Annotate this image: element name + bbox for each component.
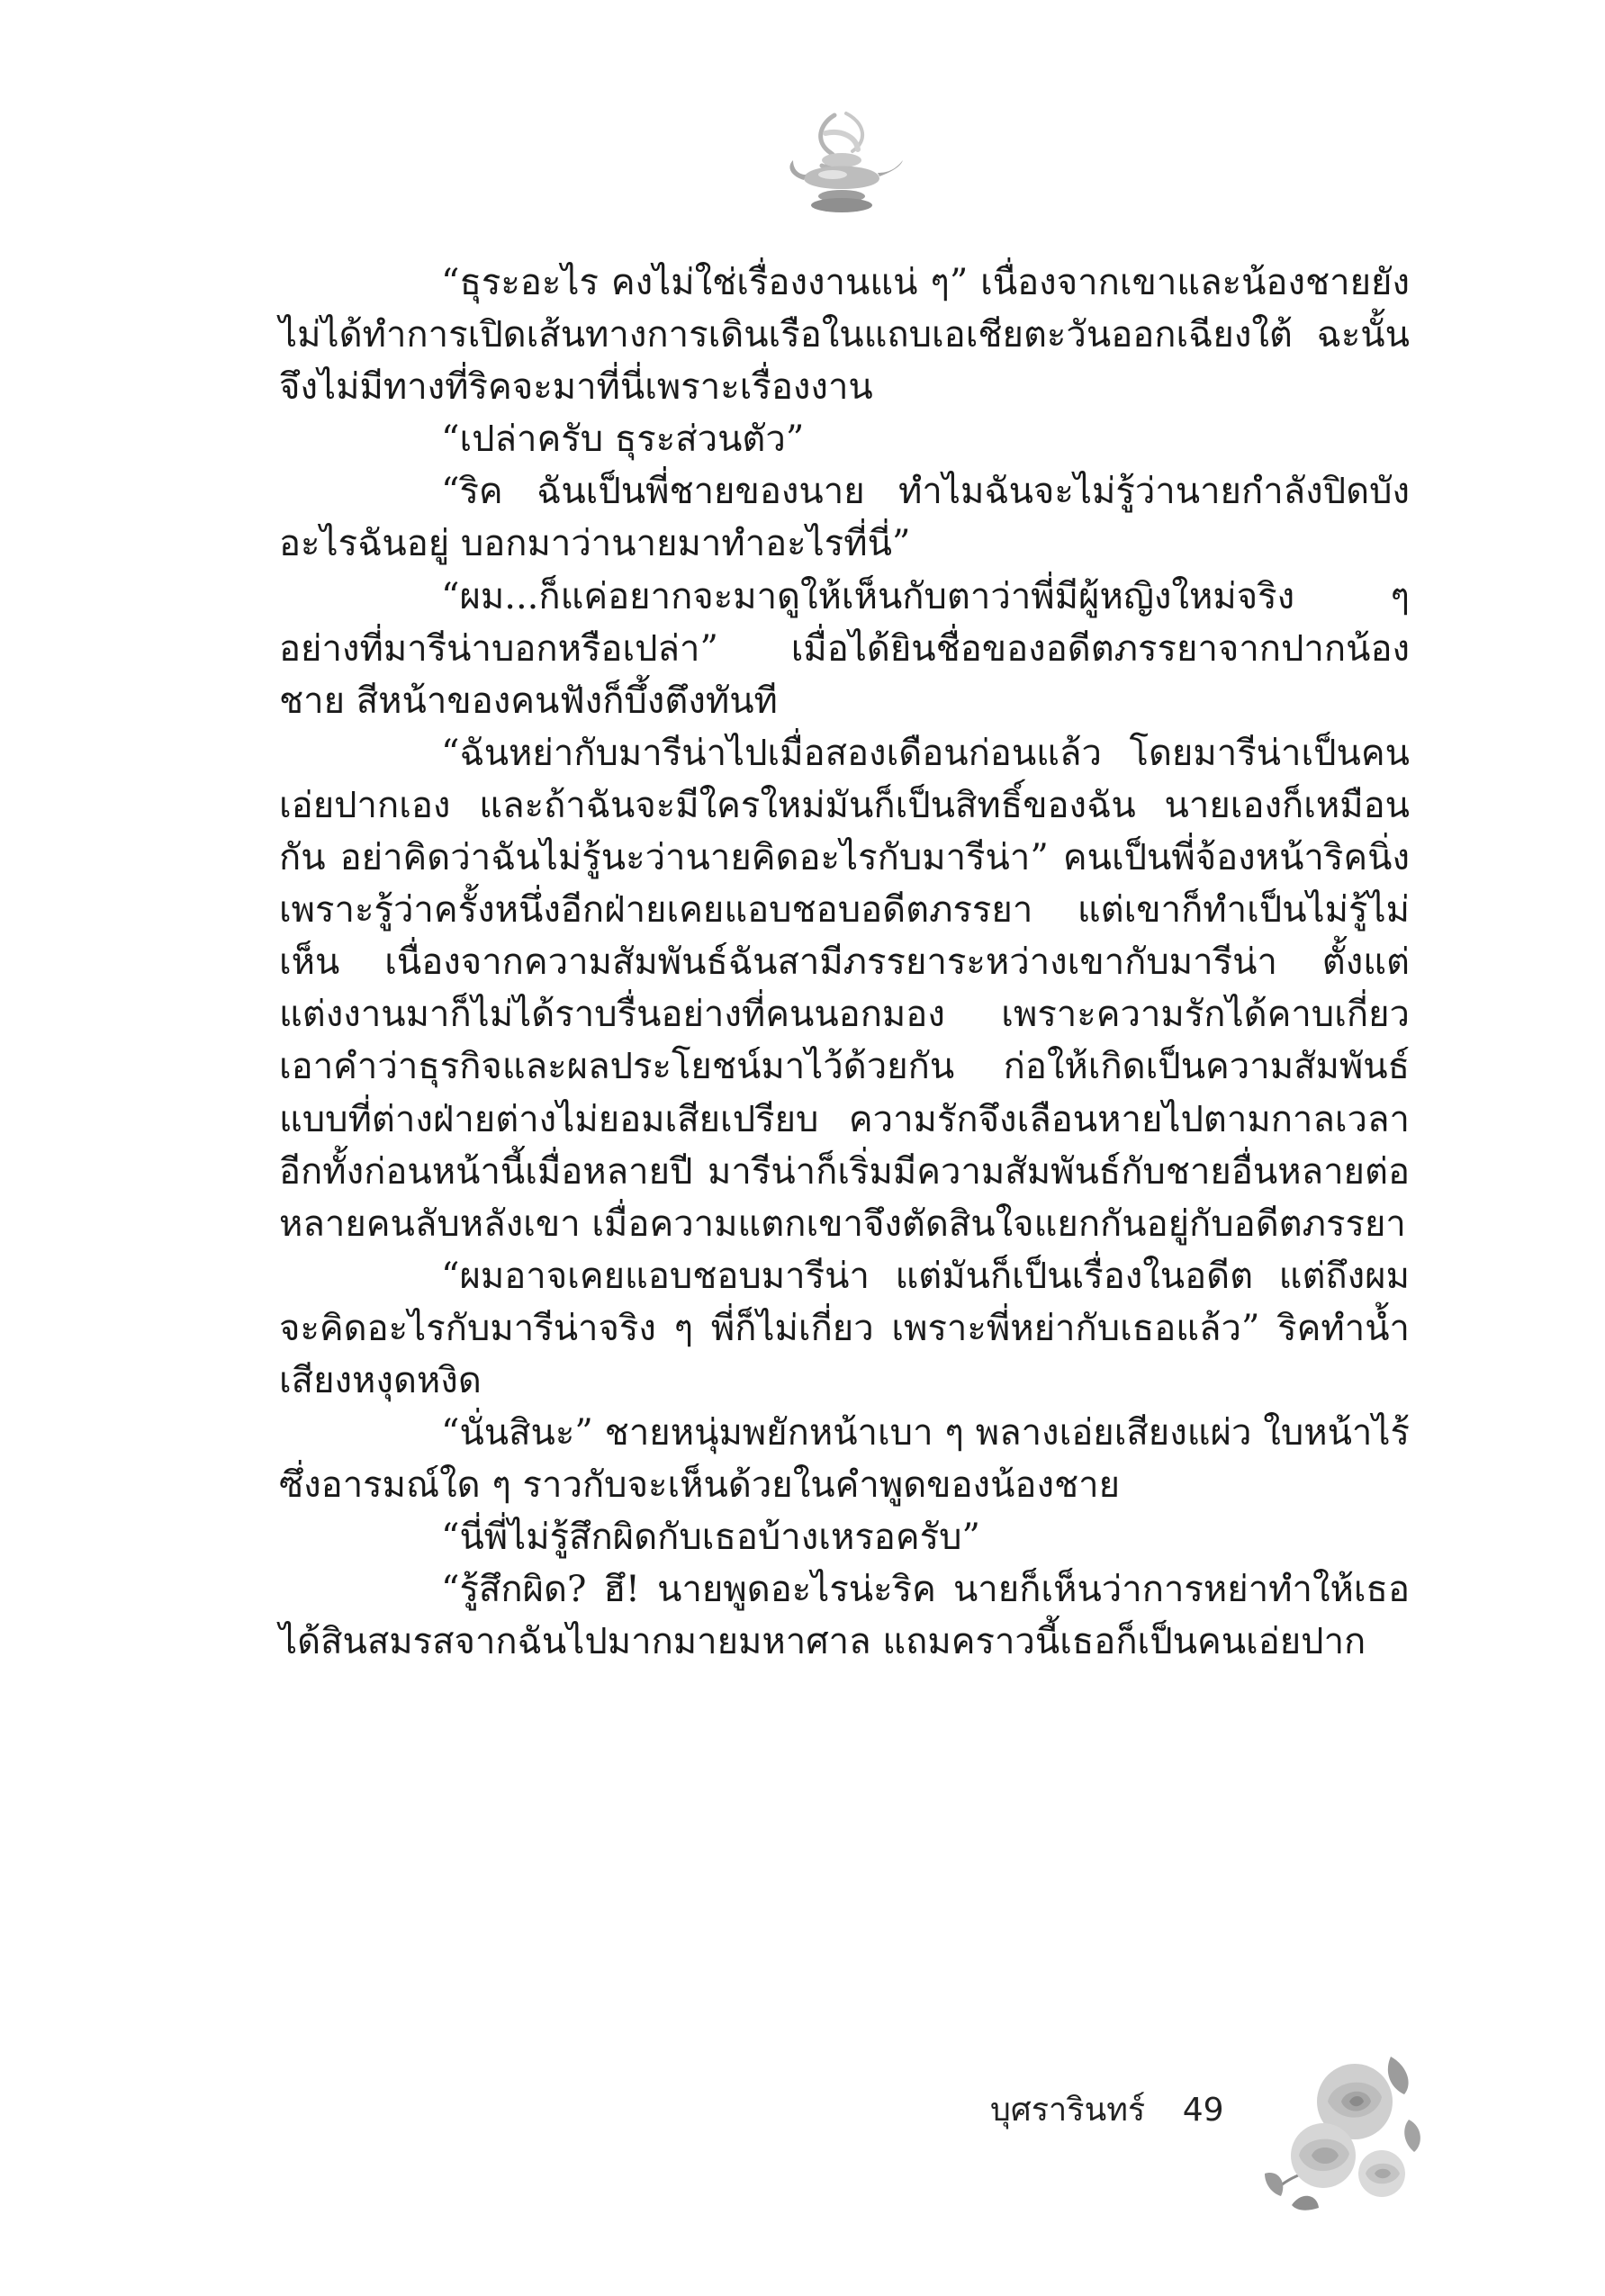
rose-ornament bbox=[1256, 2039, 1427, 2219]
paragraph: “นี่พี่ไม่รู้สึกผิดกับเธอบ้างเหรอครับ” bbox=[441, 1517, 980, 1559]
magic-lamp-ornament bbox=[779, 106, 905, 223]
page-footer bbox=[990, 2084, 1224, 2135]
paragraph: “เปล่าครับ ธุระส่วนตัว” bbox=[441, 419, 805, 461]
paragraph: “รู้สึกผิด? ฮึ! นายพูดอะไรน่ะริค นายก็เห็นว่าการหย่าทำให้เธอได้สินสมรสจากฉันไปมากมายมหาศาล แถมคราวนี้เธอก็เป็นคนเอ่ยปาก bbox=[279, 1569, 1410, 1663]
paragraph: “ริค ฉันเป็นพี่ชายของนาย ทำไมฉันจะไม่รู้ว่านายกำลังปิดบังอะไรฉันอยู่ บอกมาว่านายมาทำอะไรที่นี่” bbox=[279, 471, 1410, 565]
page-number: 49 bbox=[1182, 2092, 1224, 2129]
paragraph: “ผมอาจเคยแอบชอบมารีน่า แต่มันก็เป็นเรื่องในอดีต แต่ถึงผมจะคิดอะไรกับมารีน่าจริง ๆ พี่ก็ไม่เกี่ยว เพราะพี่หย่ากับเธอแล้ว” ริคทำน้ำเสียงหงุดหงิด bbox=[279, 1255, 1410, 1401]
paragraph: “ฉันหย่ากับมารีน่าไปเมื่อสองเดือนก่อนแล้ว โดยมารีน่าเป็นคนเอ่ยปากเอง และถ้าฉันจะมีใครใหม่มันก็เป็นสิทธิ์ของฉัน นายเองก็เหมือนกัน อย่าคิดว่าฉันไม่รู้นะว่านายคิดอะไรกับมารีน่า” คนเป็นพี่จ้องหน้าริคนิ่ง เพราะรู้ว่าครั้งหนึ่งอีกฝ่ายเคยแอบชอบอดีตภรรยา แต่เขาก็ทำเป็นไม่รู้ไม่เห็น เนื่องจากความสัมพันธ์ฉันสามีภรรยาระหว่างเขากับมารีน่า ตั้งแต่แต่งงานมาก็ไม่ได้ราบรื่นอย่างที่คนนอกมอง เพราะความรักได้คาบเกี่ยวเอาคำว่าธุรกิจและผลประโยชน์มาไว้ด้วยกัน ก่อให้เกิดเป็นความสัมพันธ์แบบที่ต่างฝ่ายต่างไม่ยอมเสียเปรียบ ความรักจึงเลือนหายไปตามกาลเวลา อีกทั้งก่อนหน้านี้เมื่อหลายปี มารีน่าก็เริ่มมีความสัมพันธ์กับชายอื่นหลายต่อหลายคนลับหลังเขา เมื่อความแตกเขาจึงตัดสินใจแยกกันอยู่กับอดีตภรรยา bbox=[279, 732, 1410, 1245]
body-text bbox=[279, 257, 1410, 1669]
paragraph: “นั่นสินะ” ชายหนุ่มพยักหน้าเบา ๆ พลางเอ่ยเสียงแผ่ว ใบหน้าไร้ซึ่งอารมณ์ใด ๆ ราวกับจะเห็นด้วยในคำพูดของน้องชาย bbox=[279, 1412, 1410, 1507]
paragraph: “ผม...ก็แค่อยากจะมาดูให้เห็นกับตาว่าพี่มีผู้หญิงใหม่จริง ๆ อย่างที่มารีน่าบอกหรือเปล่า” เมื่อได้ยินชื่อของอดีตภรรยาจากปากน้องชาย สีหน้าของคนฟังก็บึ้งตึงทันที bbox=[279, 575, 1410, 722]
author-name: บุศรารินทร์ bbox=[990, 2092, 1146, 2129]
paragraph: “ธุระอะไร คงไม่ใช่เรื่องงานแน่ ๆ” เนื่องจากเขาและน้องชายยังไม่ได้ทำการเปิดเส้นทางการเดินเรือในแถบเอเชียตะวันออกเฉียงใต้ ฉะนั้นจึงไม่มีทางที่ริคจะมาที่นี่เพราะเรื่องงาน bbox=[279, 262, 1410, 409]
